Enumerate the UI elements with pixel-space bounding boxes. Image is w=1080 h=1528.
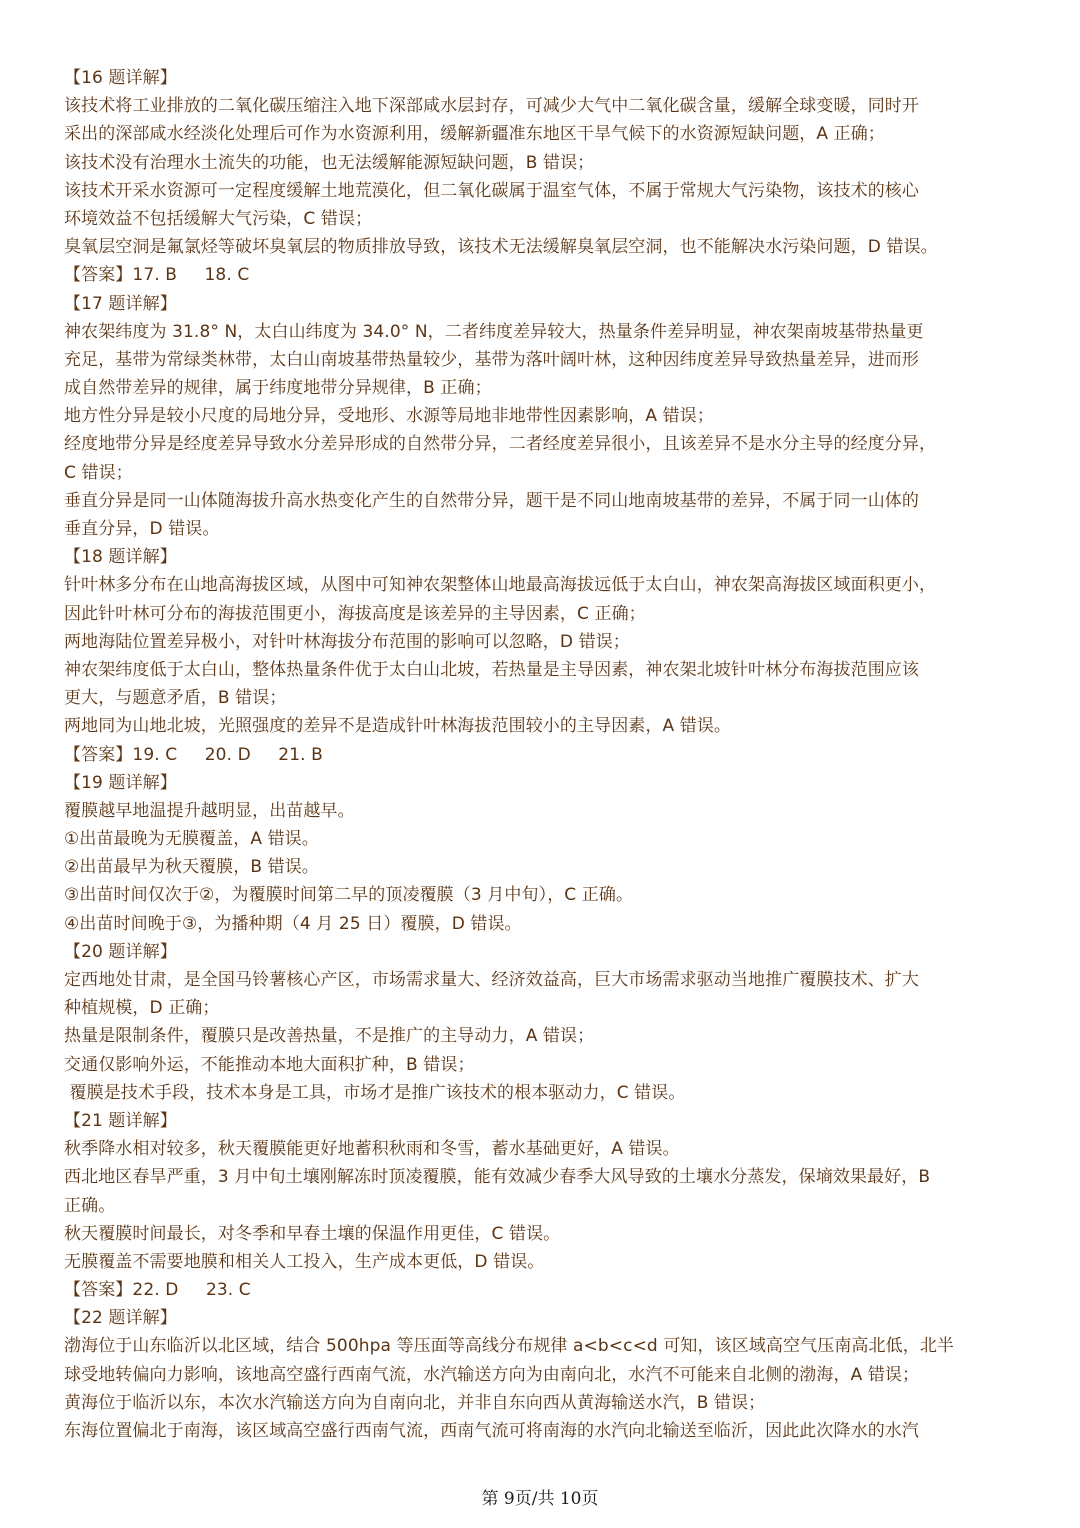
text-line: 神农架纬度低于太白山，整体热量条件优于太白山北坡，若热量是主导因素，神农架北坡针叶林分布海拔范围应该	[64, 659, 919, 680]
text-line: 地方性分异是较小尺度的局地分异，受地形、水源等局地非地带性因素影响，A 错误；	[64, 406, 714, 427]
text-line: C 错误；	[64, 462, 133, 483]
text-line: 渤海位于山东临沂以北区域，结合 500hpa 等压面等高线分布规律 a<b<c<d 可知，该区域高空气压南高北低，北半	[64, 1336, 955, 1357]
text-line: 成自然带差异的规律，属于纬度地带分异规律，B 正确；	[64, 378, 492, 399]
text-line: 经度地带分异是经度差异导致水分差异形成的自然带分异，二者经度差异很小，且该差异不是水分主导的经度分异，	[64, 434, 937, 455]
section-heading: 【18 题详解】	[64, 547, 177, 568]
text-line: 该技术没有治理水土流失的功能，也无法缓解能源短缺问题，B 错误；	[64, 152, 595, 173]
text-line: 秋季降水相对较多，秋天覆膜能更好地蓄积秋雨和冬雪，蓄水基础更好，A 错误。	[64, 1139, 680, 1160]
text-line: 更大，与题意矛盾，B 错误；	[64, 688, 287, 709]
text-line: ③出苗时间仅次于②，为覆膜时间第二早的顶凌覆膜（3 月中旬），C 正确。	[64, 885, 634, 906]
text-line: 垂直分异是同一山体随海拔升高水热变化产生的自然带分异，题干是不同山地南坡基带的差异，不属于同一山体的	[64, 490, 919, 511]
section-heading: 【22 题详解】	[64, 1308, 177, 1329]
text-line: 交通仅影响外运，不能推动本地大面积扩种，B 错误；	[64, 1054, 475, 1075]
text-line: 该技术开采水资源可一定程度缓解土地荒漠化，但二氧化碳属于温室气体，不属于常规大气污染物，该技术的核心	[64, 180, 919, 201]
text-line: ①出苗最晚为无膜覆盖，A 错误。	[64, 829, 319, 850]
text-line: 臭氧层空洞是氟氯烃等破坏臭氧层的物质排放导致，该技术无法缓解臭氧层空洞，也不能解决水污染问题，D 错误。	[64, 237, 938, 258]
text-line: 垂直分异，D 错误。	[64, 519, 220, 539]
text-line: 两地海陆位置差异极小，对针叶林海拔分布范围的影响可以忽略，D 错误；	[64, 631, 630, 652]
document-body	[64, 64, 1020, 1445]
text-line: 定西地处甘肃，是全国马铃薯核心产区，市场需求量大、经济效益高，巨大市场需求驱动当地推广覆膜技术、扩大	[64, 970, 919, 990]
text-line: 覆膜越早地温提升越明显，出苗越早。	[64, 800, 355, 821]
section-heading: 【17 题详解】	[64, 293, 177, 314]
text-line: 秋天覆膜时间最长，对冬季和早春土壤的保温作用更佳，C 错误。	[64, 1223, 561, 1244]
text-line: 神农架纬度为 31.8° N，太白山纬度为 34.0° N，二者纬度差异较大，热量条件差异明显，神农架南坡基带热量更	[64, 321, 924, 342]
section-heading: 【16 题详解】	[64, 68, 177, 88]
text-line: 黄海位于临沂以东，本次水汽输送方向为自南向北，并非自东向西从黄海输送水汽，B 错误；	[64, 1392, 766, 1413]
page-number: 第 9页/共 10页	[481, 1489, 599, 1509]
section-heading: 【20 题详解】	[64, 941, 177, 962]
text-line: 该技术将工业排放的二氧化碳压缩注入地下深部咸水层封存，可减少大气中二氧化碳含量，缓解全球变暖，同时开	[64, 96, 919, 117]
answer-line: 【答案】22. D 23. C	[64, 1280, 251, 1301]
text-line: 采出的深部咸水经淡化处理后可作为水资源利用，缓解新疆准东地区干旱气候下的水资源短缺问题，A 正确；	[64, 124, 885, 145]
text-line: 东海位置偏北于南海，该区域高空盛行西南气流，西南气流可将南海的水汽向北输送至临沂，因此此次降水的水汽	[64, 1421, 919, 1441]
section-heading: 【19 题详解】	[64, 772, 177, 793]
text-line: 无膜覆盖不需要地膜和相关人工投入，生产成本更低，D 错误。	[64, 1251, 545, 1272]
text-line: 针叶林多分布在山地高海拔区域，从图中可知神农架整体山地最高海拔远低于太白山，神农架高海拔区域面积更小，	[64, 575, 937, 596]
text-line: 覆膜是技术手段，技术本身是工具，市场才是推广该技术的根本驱动力，C 错误。	[64, 1082, 686, 1103]
answer-line: 【答案】19. C 20. D 21. B	[64, 744, 323, 765]
text-line: 环境效益不包括缓解大气污染，C 错误；	[64, 208, 373, 229]
answer-line: 【答案】17. B 18. C	[64, 265, 250, 286]
text-line: 球受地转偏向力影响，该地高空盛行西南气流，水汽输送方向为由南向北，水汽不可能来自北侧的渤海，A 错误；	[64, 1364, 920, 1385]
text-line: 两地同为山地北坡，光照强度的差异不是造成针叶林海拔范围较小的主导因素，A 错误。	[64, 716, 732, 737]
text-line: ②出苗最早为秋天覆膜，B 错误。	[64, 857, 319, 878]
text-line: 正确。	[64, 1195, 116, 1216]
text-line: 种植规模，D 正确；	[64, 998, 220, 1019]
section-heading: 【21 题详解】	[64, 1110, 177, 1131]
text-line: ④出苗时间晚于③，为播种期（4 月 25 日）覆膜，D 错误。	[64, 913, 522, 934]
text-line: 因此针叶林可分布的海拔范围更小，海拔高度是该差异的主导因素，C 正确；	[64, 603, 646, 624]
text-line: 充足，基带为常绿类林带，太白山南坡基带热量较少，基带为落叶阔叶林，这种因纬度差异导致热量差异，进而形	[64, 349, 919, 370]
text-line: 西北地区春旱严重，3 月中旬土壤刚解冻时顶凌覆膜，能有效减少春季大风导致的土壤水分蒸发，保墒效果最好，B	[64, 1167, 931, 1188]
text-line: 热量是限制条件，覆膜只是改善热量，不是推广的主导动力，A 错误；	[64, 1026, 595, 1047]
